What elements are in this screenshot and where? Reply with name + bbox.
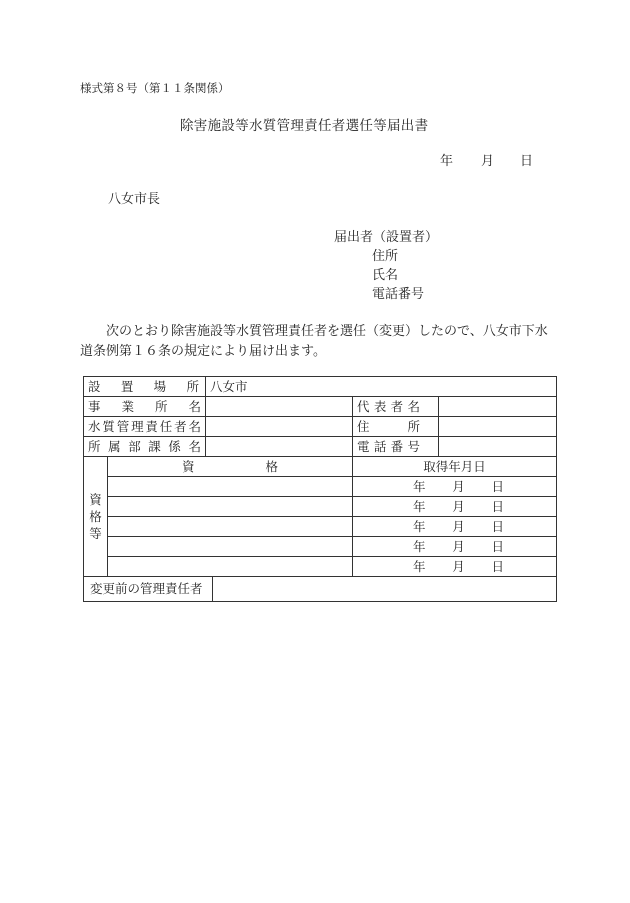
date-year: 年 (440, 154, 454, 169)
rep-value-cell[interactable] (439, 397, 557, 417)
row-office (84, 397, 557, 417)
qual-side-2: 格 (89, 509, 102, 524)
rep-label-cell (353, 397, 439, 417)
qual-date-cell[interactable] (353, 537, 557, 557)
qual-date-day: 日 (491, 559, 505, 574)
qual-date-year: 年 (413, 479, 426, 494)
manager-value-cell[interactable] (206, 417, 353, 437)
location-label-cell (84, 377, 206, 397)
qual-name-cell[interactable] (108, 537, 353, 557)
qual-header-left: 資 (182, 459, 195, 474)
phone-value-cell[interactable] (439, 437, 557, 457)
office-label: 事業所名 (88, 399, 202, 414)
row-prev-manager (84, 577, 557, 602)
qual-header-cell (108, 457, 353, 477)
qual-date-cell[interactable] (353, 517, 557, 537)
qual-date-year: 年 (413, 519, 426, 534)
notifier-name-label: 氏名 (372, 268, 399, 283)
manager-label-cell (84, 417, 206, 437)
acquired-date-header-cell (353, 457, 557, 477)
rep-label: 代表者名 (357, 399, 421, 414)
location-value: 八女市 (210, 379, 248, 394)
qual-date-month: 月 (452, 519, 465, 534)
prev-manager-value[interactable] (213, 577, 556, 601)
qual-row (84, 477, 557, 497)
qual-side-3: 等 (89, 526, 102, 541)
qual-date-month: 月 (452, 479, 465, 494)
qual-row (84, 537, 557, 557)
document-title: 除害施設等水質管理責任者選任等届出書 (180, 118, 429, 134)
qual-date-day: 日 (491, 499, 505, 514)
dept-value-cell[interactable] (206, 437, 353, 457)
row-qual-header (84, 457, 557, 477)
qual-name-cell[interactable] (108, 557, 353, 577)
qual-row (84, 557, 557, 577)
qual-date-year: 年 (413, 539, 426, 554)
dept-label: 所属部課係名 (88, 439, 202, 454)
address-value-cell[interactable] (439, 417, 557, 437)
addressee: 八女市長 (108, 192, 161, 207)
phone-label: 電話番号 (357, 439, 421, 454)
phone-label-cell (353, 437, 439, 457)
qual-date-year: 年 (413, 499, 426, 514)
qual-date-cell[interactable] (353, 497, 557, 517)
qual-name-cell[interactable] (108, 497, 353, 517)
notifier-phone-label: 電話番号 (372, 287, 425, 302)
address-label: 住所 (357, 419, 421, 434)
prev-manager-label: 変更前の管理責任者 (84, 577, 213, 601)
qual-side-1: 資 (89, 492, 102, 507)
location-label: 設置場所 (88, 379, 200, 394)
location-value-cell[interactable] (206, 377, 557, 397)
qual-date-month: 月 (452, 539, 465, 554)
declaration-text: 次のとおり除害施設等水質管理責任者を選任（変更）したので、八女市下水道条例第１６条の規定により届け出ます。 (80, 324, 548, 359)
row-manager (84, 417, 557, 437)
qual-date-month: 月 (452, 559, 465, 574)
form-number: 様式第８号（第１１条関係） (80, 81, 230, 95)
qual-name-cell[interactable] (108, 517, 353, 537)
date-month: 月 (481, 154, 495, 169)
qual-date-day: 日 (491, 539, 505, 554)
office-value-cell[interactable] (206, 397, 353, 417)
address-label-cell (353, 417, 439, 437)
office-label-cell (84, 397, 206, 417)
prev-manager-cell (84, 577, 557, 602)
qual-date-cell[interactable] (353, 557, 557, 577)
acquired-date-header: 取得年月日 (423, 459, 486, 474)
notifier-label: 届出者（設置者） (334, 230, 439, 245)
row-dept (84, 437, 557, 457)
qual-date-cell[interactable] (353, 477, 557, 497)
qual-date-day: 日 (491, 479, 505, 494)
row-location (84, 377, 557, 397)
qual-date-year: 年 (413, 559, 426, 574)
qual-date-month: 月 (452, 499, 465, 514)
qual-header-right: 格 (265, 459, 279, 474)
notification-form-table (83, 376, 557, 602)
qualifications-side-label (84, 457, 108, 577)
dept-label-cell (84, 437, 206, 457)
date-day: 日 (520, 154, 534, 169)
qual-date-day: 日 (491, 519, 505, 534)
qual-name-cell[interactable] (108, 477, 353, 497)
manager-label: 水質管理責任者名 (88, 419, 202, 434)
qual-row (84, 497, 557, 517)
qual-row (84, 517, 557, 537)
notifier-address-label: 住所 (372, 249, 399, 264)
